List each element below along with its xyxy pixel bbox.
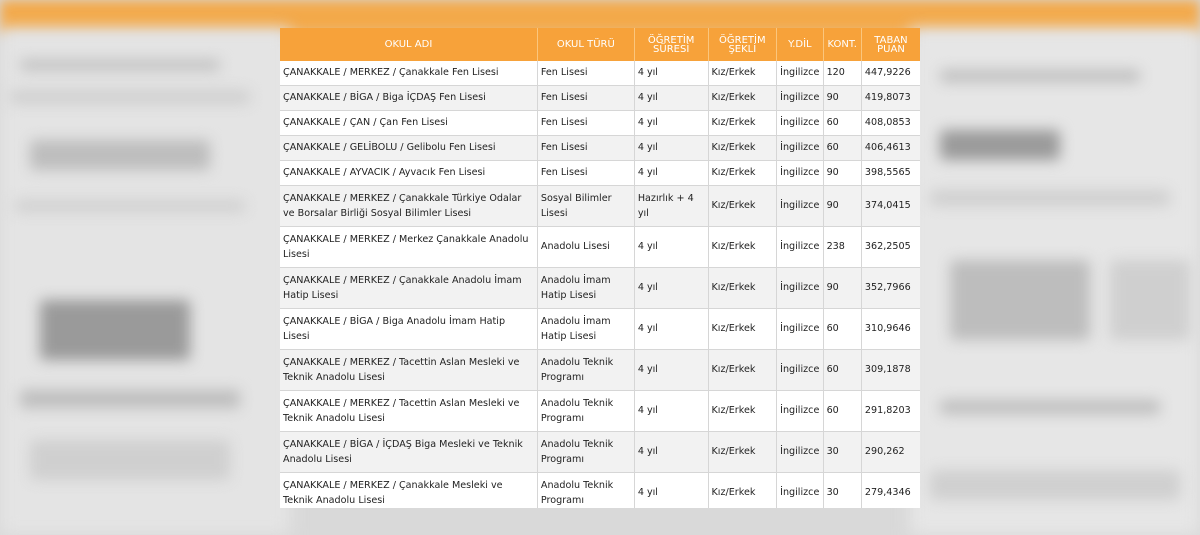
cell-duration: 4 yıl [634, 227, 708, 268]
cell-duration: Hazırlık + 4 yıl [634, 186, 708, 227]
cell-school-type: Anadolu İmam Hatip Lisesi [537, 268, 634, 309]
blurred-shape [15, 200, 245, 212]
cell-duration: 4 yıl [634, 309, 708, 350]
blurred-shape [40, 300, 190, 360]
blurred-shape [930, 470, 1180, 500]
cell-school-name: ÇANAKKALE / ÇAN / Çan Fen Lisesi [280, 111, 537, 136]
cell-duration: 4 yıl [634, 86, 708, 111]
cell-school-name: ÇANAKKALE / AYVACIK / Ayvacık Fen Lisesi [280, 161, 537, 186]
cell-school-name: ÇANAKKALE / BİGA / Biga Anadolu İmam Hatip Lisesi [280, 309, 537, 350]
cell-base-score: 447,9226 [861, 61, 920, 86]
cell-quota: 60 [823, 391, 861, 432]
header-language: Y.DİL [777, 28, 823, 61]
cell-base-score: 279,4346 [861, 473, 920, 509]
cell-school-name: ÇANAKKALE / MERKEZ / Tacettin Aslan Mesleki ve Teknik Anadolu Lisesi [280, 350, 537, 391]
header-duration: ÖĞRETİM SÜRESİ [634, 28, 708, 61]
cell-school-name: ÇANAKKALE / MERKEZ / Merkez Çanakkale Anadolu Lisesi [280, 227, 537, 268]
cell-education-type: Kız/Erkek [708, 186, 777, 227]
cell-school-type: Anadolu Teknik Programı [537, 391, 634, 432]
school-scores-table-panel [280, 28, 920, 508]
cell-education-type: Kız/Erkek [708, 86, 777, 111]
cell-duration: 4 yıl [634, 391, 708, 432]
cell-language: İngilizce [777, 227, 823, 268]
cell-base-score: 352,7966 [861, 268, 920, 309]
cell-education-type: Kız/Erkek [708, 473, 777, 509]
cell-language: İngilizce [777, 391, 823, 432]
cell-base-score: 406,4613 [861, 136, 920, 161]
blurred-shape [950, 260, 1090, 340]
cell-quota: 60 [823, 111, 861, 136]
cell-education-type: Kız/Erkek [708, 227, 777, 268]
cell-school-type: Sosyal Bilimler Lisesi [537, 186, 634, 227]
table-row [280, 111, 920, 136]
cell-school-type: Fen Lisesi [537, 161, 634, 186]
cell-education-type: Kız/Erkek [708, 111, 777, 136]
cell-duration: 4 yıl [634, 161, 708, 186]
cell-school-name: ÇANAKKALE / BİGA / İÇDAŞ Biga Mesleki ve Teknik Anadolu Lisesi [280, 432, 537, 473]
cell-school-type: Fen Lisesi [537, 111, 634, 136]
cell-language: İngilizce [777, 61, 823, 86]
table-row [280, 473, 920, 509]
cell-duration: 4 yıl [634, 350, 708, 391]
cell-education-type: Kız/Erkek [708, 268, 777, 309]
cell-base-score: 309,1878 [861, 350, 920, 391]
header-school-type: OKUL TÜRÜ [537, 28, 634, 61]
table-row [280, 61, 920, 86]
cell-duration: 4 yıl [634, 432, 708, 473]
cell-language: İngilizce [777, 136, 823, 161]
cell-quota: 30 [823, 432, 861, 473]
cell-school-type: Anadolu İmam Hatip Lisesi [537, 309, 634, 350]
cell-base-score: 291,8203 [861, 391, 920, 432]
cell-duration: 4 yıl [634, 61, 708, 86]
cell-duration: 4 yıl [634, 473, 708, 509]
header-education-type: ÖĞRETİM ŞEKLİ [708, 28, 777, 61]
cell-language: İngilizce [777, 473, 823, 509]
cell-education-type: Kız/Erkek [708, 61, 777, 86]
cell-school-name: ÇANAKKALE / MERKEZ / Çanakkale Anadolu İmam Hatip Lisesi [280, 268, 537, 309]
table-row [280, 391, 920, 432]
cell-language: İngilizce [777, 309, 823, 350]
blurred-shape [940, 130, 1060, 160]
cell-base-score: 374,0415 [861, 186, 920, 227]
header-school-name: OKUL ADI [280, 28, 537, 61]
cell-school-name: ÇANAKKALE / MERKEZ / Çanakkale Mesleki ve Teknik Anadolu Lisesi [280, 473, 537, 509]
cell-quota: 30 [823, 473, 861, 509]
cell-base-score: 310,9646 [861, 309, 920, 350]
cell-school-type: Anadolu Teknik Programı [537, 473, 634, 509]
table-row [280, 309, 920, 350]
cell-base-score: 408,0853 [861, 111, 920, 136]
cell-base-score: 398,5565 [861, 161, 920, 186]
table-row [280, 161, 920, 186]
cell-quota: 90 [823, 161, 861, 186]
cell-language: İngilizce [777, 186, 823, 227]
cell-language: İngilizce [777, 350, 823, 391]
table-row [280, 268, 920, 309]
cell-base-score: 290,262 [861, 432, 920, 473]
cell-quota: 238 [823, 227, 861, 268]
blurred-shape [30, 440, 230, 480]
cell-quota: 90 [823, 186, 861, 227]
cell-school-type: Anadolu Teknik Programı [537, 432, 634, 473]
cell-education-type: Kız/Erkek [708, 350, 777, 391]
cell-language: İngilizce [777, 268, 823, 309]
cell-education-type: Kız/Erkek [708, 432, 777, 473]
cell-school-name: ÇANAKKALE / MERKEZ / Çanakkale Türkiye Odalar ve Borsalar Birliği Sosyal Bilimler Lisesi [280, 186, 537, 227]
cell-duration: 4 yıl [634, 268, 708, 309]
cell-quota: 60 [823, 309, 861, 350]
cell-school-name: ÇANAKKALE / GELİBOLU / Gelibolu Fen Lisesi [280, 136, 537, 161]
cell-education-type: Kız/Erkek [708, 309, 777, 350]
table-row [280, 186, 920, 227]
cell-school-name: ÇANAKKALE / MERKEZ / Tacettin Aslan Mesleki ve Teknik Anadolu Lisesi [280, 391, 537, 432]
cell-duration: 4 yıl [634, 136, 708, 161]
cell-school-name: ÇANAKKALE / BİGA / Biga İÇDAŞ Fen Lisesi [280, 86, 537, 111]
blurred-shape [1110, 260, 1190, 340]
table-row [280, 432, 920, 473]
header-base-score: TABAN PUAN [861, 28, 920, 61]
blurred-shape [930, 190, 1170, 206]
blurred-shape [940, 70, 1140, 82]
header-quota: KONT. [823, 28, 861, 61]
cell-quota: 60 [823, 350, 861, 391]
blurred-shape [20, 60, 220, 70]
cell-quota: 60 [823, 136, 861, 161]
cell-school-type: Fen Lisesi [537, 136, 634, 161]
blurred-shape [10, 90, 250, 104]
cell-language: İngilizce [777, 86, 823, 111]
cell-education-type: Kız/Erkek [708, 391, 777, 432]
cell-quota: 90 [823, 268, 861, 309]
table-row [280, 136, 920, 161]
cell-language: İngilizce [777, 161, 823, 186]
cell-base-score: 419,8073 [861, 86, 920, 111]
cell-language: İngilizce [777, 432, 823, 473]
cell-school-type: Fen Lisesi [537, 86, 634, 111]
cell-school-type: Anadolu Teknik Programı [537, 350, 634, 391]
cell-quota: 90 [823, 86, 861, 111]
cell-education-type: Kız/Erkek [708, 136, 777, 161]
table-row [280, 86, 920, 111]
cell-education-type: Kız/Erkek [708, 161, 777, 186]
table-header-row [280, 28, 920, 61]
table-row [280, 350, 920, 391]
cell-quota: 120 [823, 61, 861, 86]
blurred-shape [30, 140, 210, 170]
blurred-shape [940, 400, 1160, 414]
school-scores-table [280, 28, 920, 508]
cell-school-type: Fen Lisesi [537, 61, 634, 86]
blurred-shape [20, 390, 240, 408]
cell-language: İngilizce [777, 111, 823, 136]
cell-school-type: Anadolu Lisesi [537, 227, 634, 268]
table-row [280, 227, 920, 268]
cell-school-name: ÇANAKKALE / MERKEZ / Çanakkale Fen Lisesi [280, 61, 537, 86]
cell-base-score: 362,2505 [861, 227, 920, 268]
cell-duration: 4 yıl [634, 111, 708, 136]
